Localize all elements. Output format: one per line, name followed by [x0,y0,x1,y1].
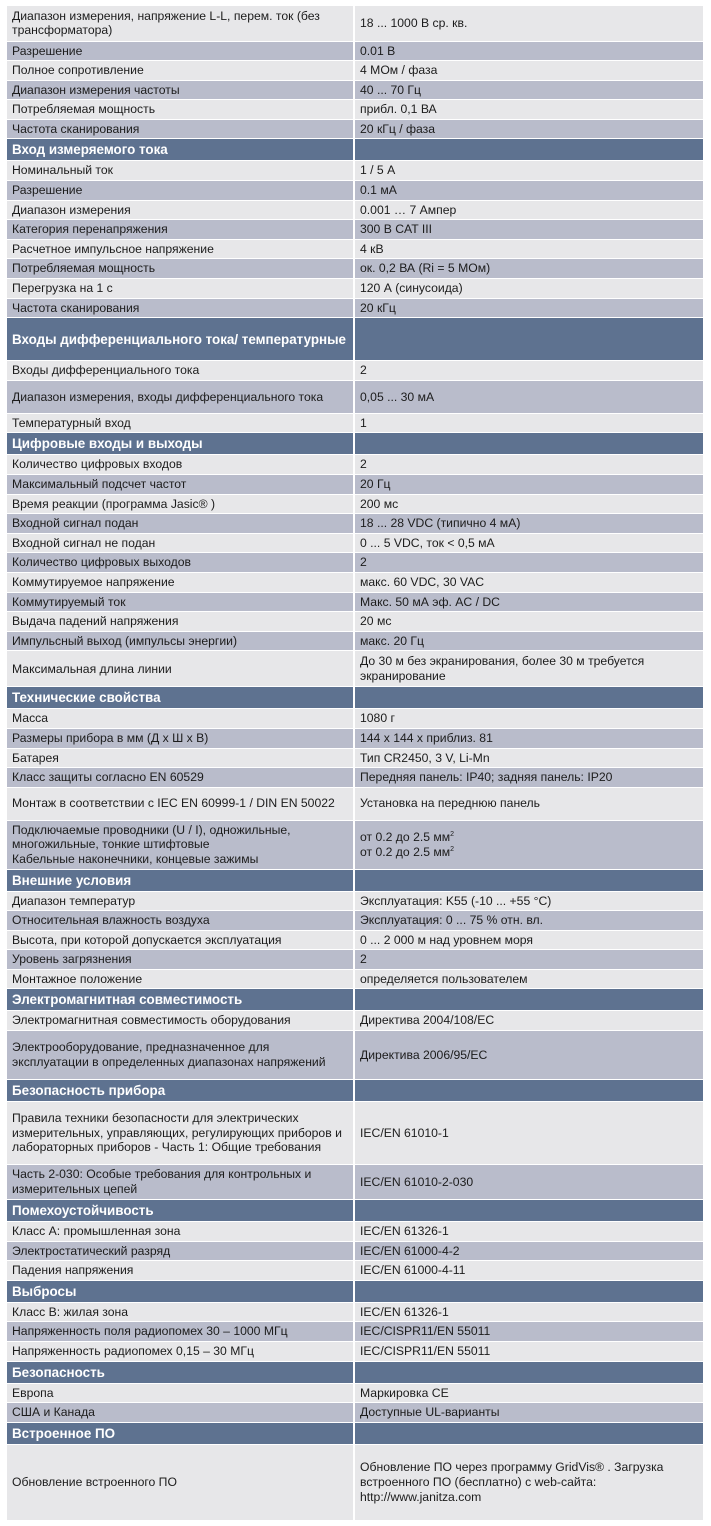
spec-parameter: Коммутируемый ток [7,592,354,612]
section-header [7,1280,703,1302]
table-row [7,100,703,120]
section-header-blank [354,687,703,709]
table-row [7,930,703,950]
spec-parameter: Номинальный ток [7,161,354,181]
table-row [7,1383,703,1403]
spec-parameter: Максимальный подсчет частот [7,475,354,495]
table-row [7,612,703,632]
table-row [7,259,703,279]
table-row [7,220,703,240]
spec-parameter: Входной сигнал не подан [7,533,354,553]
spec-parameter: Правила техники безопасности для электрических измерительных, управляющих, регулирующих приборов и лабораторных приборов - Часть 1: Общие требования [7,1102,354,1165]
spec-parameter: Максимальная длина линии [7,651,354,687]
spec-value: 2 [354,950,703,970]
table-row [7,455,703,475]
spec-value: IEC/EN 61000-4-2 [354,1241,703,1261]
table-row [7,475,703,495]
spec-parameter: Перегрузка на 1 с [7,279,354,299]
spec-value: Директива 2006/95/EC [354,1031,703,1080]
table-row [7,631,703,651]
table-row [7,911,703,931]
section-header [7,1080,703,1102]
table-row [7,361,703,381]
table-row [7,119,703,139]
section-header-blank [354,869,703,891]
table-row [7,1302,703,1322]
section-header [7,989,703,1011]
spec-parameter: Напряженность поля радиопомех 30 – 1000 МГц [7,1322,354,1342]
spec-parameter: Частота сканирования [7,119,354,139]
table-row [7,533,703,553]
spec-value: IEC/EN 61326-1 [354,1302,703,1322]
section-header [7,687,703,709]
section-header [7,1200,703,1222]
spec-parameter: Европа [7,1383,354,1403]
spec-parameter: Напряженность радиопомех 0,15 – 30 МГц [7,1342,354,1362]
table-row [7,80,703,100]
spec-parameter: Диапазон измерения частоты [7,80,354,100]
spec-parameter: Диапазон температур [7,891,354,911]
spec-parameter: Обновление встроенного ПО [7,1444,354,1520]
spec-value: Эксплуатация: K55 (-10 ... +55 °C) [354,891,703,911]
spec-value: 0.1 мА [354,181,703,201]
spec-parameter: Потребляемая мощность [7,259,354,279]
section-header [7,1422,703,1444]
section-header-blank [354,139,703,161]
spec-parameter: Диапазон измерения [7,200,354,220]
spec-parameter: Электростатический разряд [7,1241,354,1261]
table-row [7,891,703,911]
table-row [7,1102,703,1165]
section-title: Безопасность [7,1361,354,1383]
section-header [7,139,703,161]
spec-value: 1 / 5 А [354,161,703,181]
spec-value: 0.01 В [354,41,703,61]
spec-value: 4 МОм / фаза [354,61,703,81]
spec-parameter: Частота сканирования [7,298,354,318]
spec-value: 144 x 144 x приблиз. 81 [354,728,703,748]
table-row [7,1031,703,1080]
spec-parameter: Электромагнитная совместимость оборудования [7,1011,354,1031]
table-row [7,200,703,220]
spec-value: 20 Гц [354,475,703,495]
spec-parameter: Входной сигнал подан [7,514,354,534]
spec-parameter: Расчетное импульсное напряжение [7,239,354,259]
spec-parameter: Класс защиты согласно EN 60529 [7,768,354,788]
table-row [7,6,703,41]
table-row [7,1241,703,1261]
spec-value: 18 ... 1000 В ср. кв. [354,6,703,41]
spec-parameter: США и Канада [7,1403,354,1423]
table-row [7,748,703,768]
spec-value: определяется пользователем [354,969,703,989]
spec-value: 4 кВ [354,239,703,259]
spec-value: 0 ... 5 VDC, ток < 0,5 мА [354,533,703,553]
table-row [7,380,703,413]
table-row [7,969,703,989]
spec-parameter: Монтажное положение [7,969,354,989]
spec-value: 0 ... 2 000 м над уровнем моря [354,930,703,950]
spec-value: IEC/EN 61326-1 [354,1222,703,1242]
spec-parameter: Время реакции (программа Jasic® ) [7,494,354,514]
section-title: Цифровые входы и выходы [7,433,354,455]
spec-parameter: Диапазон измерения, напряжение L-L, перем. ток (без трансформатора) [7,6,354,41]
table-row [7,298,703,318]
table-row [7,572,703,592]
table-row [7,1165,703,1200]
section-header-blank [354,1422,703,1444]
spec-value: IEC/CISPR11/EN 55011 [354,1342,703,1362]
spec-value: 2 [354,361,703,381]
spec-value: Передняя панель: IP40; задняя панель: IP20 [354,768,703,788]
spec-value: 0,05 ... 30 мА [354,380,703,413]
spec-parameter: Масса [7,709,354,729]
table-row [7,413,703,433]
spec-value: ок. 0,2 ВА (Ri = 5 МОм) [354,259,703,279]
section-title: Встроенное ПО [7,1422,354,1444]
table-row [7,592,703,612]
spec-parameter: Размеры прибора в мм (Д x Ш x В) [7,728,354,748]
spec-parameter: Входы дифференциального тока [7,361,354,381]
spec-parameter: Импульсный выход (импульсы энергии) [7,631,354,651]
table-row [7,61,703,81]
spec-value: 120 А (синусоида) [354,279,703,299]
spec-parameter: Категория перенапряжения [7,220,354,240]
table-row [7,514,703,534]
table-row [7,728,703,748]
table-row [7,1011,703,1031]
table-row [7,1403,703,1423]
spec-value: от 0.2 до 2.5 $мм^2$ от 0.2 до 2.5 $мм^2$ [354,820,703,869]
spec-parameter: Потребляемая мощность [7,100,354,120]
spec-parameter: Класс B: жилая зона [7,1302,354,1322]
spec-value: 2 [354,455,703,475]
spec-value: Доступные UL-варианты [354,1403,703,1423]
spec-value: Эксплуатация: 0 ... 75 % отн. вл. [354,911,703,931]
spec-value: прибл. 0,1 ВА [354,100,703,120]
section-header-blank [354,1361,703,1383]
spec-parameter: Батарея [7,748,354,768]
spec-table [7,6,703,1521]
spec-value: IEC/EN 61010-2-030 [354,1165,703,1200]
spec-value: 18 ... 28 VDC (типично 4 мА) [354,514,703,534]
table-row [7,709,703,729]
table-row [7,494,703,514]
table-row [7,1261,703,1281]
table-row [7,181,703,201]
spec-value: 300 В CAT III [354,220,703,240]
spec-parameter: Часть 2-030: Особые требования для контрольных и измерительных цепей [7,1165,354,1200]
spec-parameter: Разрешение [7,41,354,61]
section-header [7,318,703,361]
section-header-blank [354,433,703,455]
spec-parameter: Электрооборудование, предназначенное для эксплуатации в определенных диапазонах напряжений [7,1031,354,1080]
table-row [7,239,703,259]
table-row [7,1322,703,1342]
table-row [7,553,703,573]
spec-value: Маркировка CE [354,1383,703,1403]
table-row [7,161,703,181]
section-title: Технические свойства [7,687,354,709]
section-header [7,869,703,891]
spec-parameter: Высота, при которой допускается эксплуатация [7,930,354,950]
table-row [7,1222,703,1242]
spec-parameter: Диапазон измерения, входы дифференциального тока [7,380,354,413]
spec-value: Директива 2004/108/EC [354,1011,703,1031]
table-row [7,787,703,820]
spec-value: макс. 60 VDC, 30 VAC [354,572,703,592]
table-row [7,768,703,788]
section-title: Электромагнитная совместимость [7,989,354,1011]
spec-sheet [7,6,703,1521]
spec-parameter: Полное сопротивление [7,61,354,81]
table-row [7,820,703,869]
section-header-blank [354,1080,703,1102]
section-header-blank [354,318,703,361]
section-title: Входы дифференциального тока/ температурные [7,318,354,361]
spec-parameter: Уровень загрязнения [7,950,354,970]
table-row [7,1342,703,1362]
spec-parameter: Подключаемые проводники (U / I), одножильные, многожильные, тонкие штифтовые Кабельные наконечники, концевые зажимы [7,820,354,869]
spec-value: 20 кГц / фаза [354,119,703,139]
spec-value: IEC/EN 61010-1 [354,1102,703,1165]
section-title: Помехоустойчивость [7,1200,354,1222]
table-row [7,950,703,970]
spec-parameter: Разрешение [7,181,354,201]
spec-value: IEC/CISPR11/EN 55011 [354,1322,703,1342]
spec-parameter: Класс A: промышленная зона [7,1222,354,1242]
section-header [7,433,703,455]
spec-parameter: Количество цифровых выходов [7,553,354,573]
spec-parameter: Коммутируемое напряжение [7,572,354,592]
table-row [7,41,703,61]
section-title: Внешние условия [7,869,354,891]
spec-parameter: Относительная влажность воздуха [7,911,354,931]
spec-value: Тип CR2450, 3 V, Li-Mn [354,748,703,768]
spec-parameter: Выдача падений напряжения [7,612,354,632]
spec-value: До 30 м без экранирования, более 30 м требуется экранирование [354,651,703,687]
spec-value: Макс. 50 мА эф. AC / DC [354,592,703,612]
spec-value: 1 [354,413,703,433]
section-header-blank [354,1280,703,1302]
section-title: Безопасность прибора [7,1080,354,1102]
spec-value: макс. 20 Гц [354,631,703,651]
section-header-blank [354,1200,703,1222]
spec-value: 1080 г [354,709,703,729]
spec-value: 20 мс [354,612,703,632]
section-title: Выбросы [7,1280,354,1302]
spec-value: 20 кГц [354,298,703,318]
spec-value: Установка на переднюю панель [354,787,703,820]
table-row [7,279,703,299]
spec-parameter: Температурный вход [7,413,354,433]
section-title: Вход измеряемого тока [7,139,354,161]
spec-parameter: Падения напряжения [7,1261,354,1281]
spec-value: 40 ... 70 Гц [354,80,703,100]
spec-parameter: Монтаж в соответствии с IEC EN 60999-1 / DIN EN 50022 [7,787,354,820]
spec-value: IEC/EN 61000-4-11 [354,1261,703,1281]
spec-value: 0.001 … 7 Ампер [354,200,703,220]
spec-value: 200 мс [354,494,703,514]
spec-value: 2 [354,553,703,573]
spec-value: Обновление ПО через программу GridVis® . Загрузка встроенного ПО (бесплатно) с web-сайта: http://www.janitza.com [354,1444,703,1520]
spec-parameter: Количество цифровых входов [7,455,354,475]
table-row [7,1444,703,1520]
section-header-blank [354,989,703,1011]
section-header [7,1361,703,1383]
table-row [7,651,703,687]
